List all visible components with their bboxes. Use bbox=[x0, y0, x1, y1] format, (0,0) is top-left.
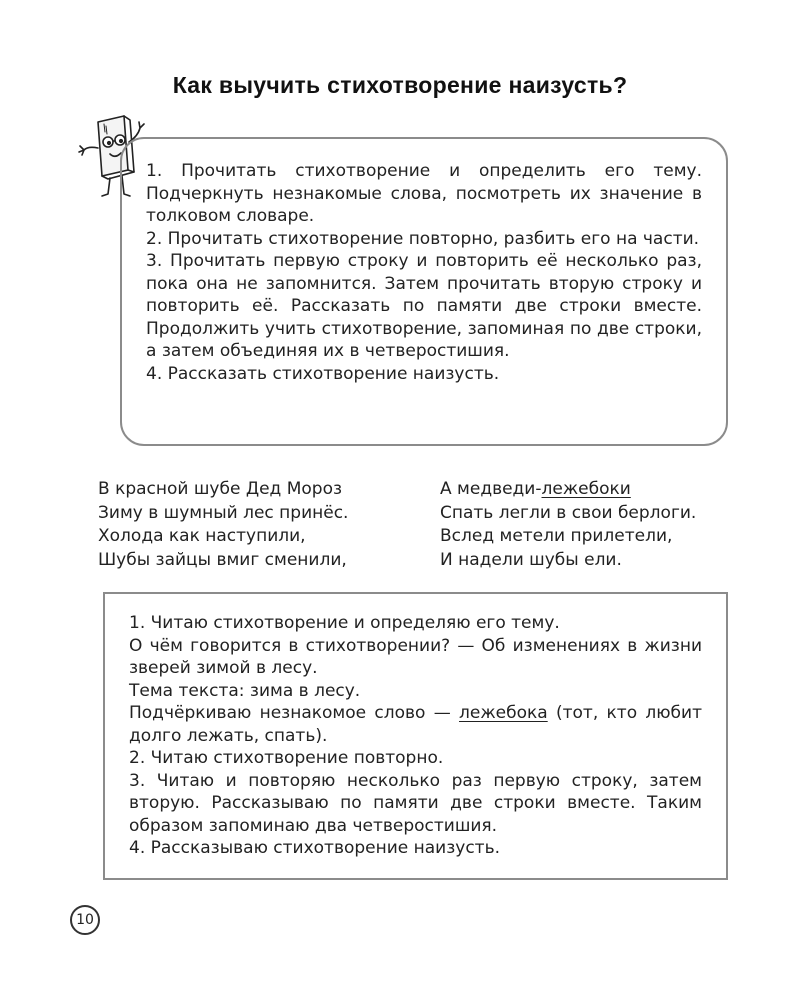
poem-line bbox=[440, 478, 696, 502]
poem-line: Шубы зайцы вмиг сменили, bbox=[98, 549, 347, 570]
example-question: О чём говорится в стихотворении? — Об изменениях в жизни зверей зимой в лесу. bbox=[129, 635, 702, 678]
underlined-word: лежебока bbox=[459, 703, 548, 723]
poem-line: Холода как наступили, bbox=[98, 526, 306, 546]
example-unknown-word bbox=[129, 702, 702, 747]
step-2: 2. Прочитать стихотворение повторно, разбить его на части. bbox=[146, 228, 700, 249]
poem-line: Зиму в шумный лес принёс. bbox=[98, 502, 349, 523]
poem-line: Вслед метели прилетели, bbox=[440, 526, 673, 546]
poem-line-prefix: А медведи- bbox=[440, 479, 542, 499]
example-topic: Тема текста: зима в лесу. bbox=[129, 680, 361, 701]
underlined-word: лежебоки bbox=[541, 479, 631, 499]
step-3: 3. Прочитать первую строку и повторить её несколько раз, пока она не запомнится. Затем прочитать вторую строку и повторить её. Рассказать по памяти две строки вместе. Продолжить учить стихотворение, запоминая по две строки, а затем объединяя их в четверостишия. bbox=[146, 251, 702, 361]
example-text: Подчёркиваю незнакомое слово — bbox=[129, 703, 460, 723]
example-box bbox=[103, 592, 728, 880]
instructions-box bbox=[120, 137, 728, 446]
step-1: 1. Прочитать стихотворение и определить его тему. Подчеркнуть незнакомые слова, посмотреть их значение в толковом словаре. bbox=[146, 161, 702, 226]
page-number: 10 bbox=[70, 905, 100, 935]
poem-right-column bbox=[440, 478, 696, 572]
example-step-4: 4. Рассказываю стихотворение наизусть. bbox=[129, 838, 500, 858]
poem-line: И надели шубы ели. bbox=[440, 549, 622, 570]
poem-left-column bbox=[98, 478, 348, 572]
poem-line: В красной шубе Дед Мороз bbox=[98, 479, 343, 499]
example-text: (тот, кто любит долго лежать, спать). bbox=[129, 703, 702, 746]
example-step-3: 3. Читаю и повторяю несколько раз первую строку, затем вторую. Рассказываю по памяти две строки вместе. Таким образом запоминаю два четверостишия. bbox=[129, 770, 702, 836]
step-4: 4. Рассказать стихотворение наизусть. bbox=[146, 363, 500, 384]
example-step-2: 2. Читаю стихотворение повторно. bbox=[129, 748, 444, 768]
page-title: Как выучить стихотворение наизусть? bbox=[172, 72, 628, 98]
example-step-1: 1. Читаю стихотворение и определяю его тему. bbox=[129, 613, 560, 633]
poem-line: Спать легли в свои берлоги. bbox=[440, 502, 697, 523]
